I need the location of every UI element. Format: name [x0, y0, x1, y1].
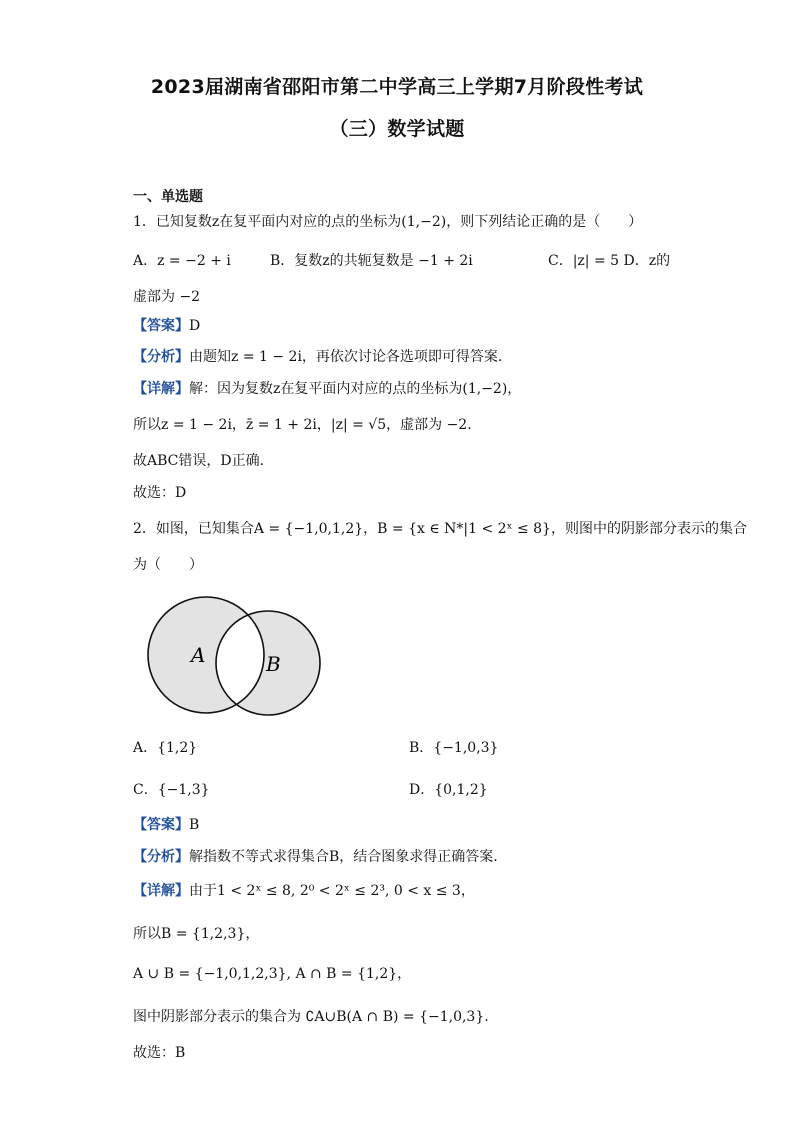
- analysis-tag: 【分析】: [133, 849, 189, 865]
- q1-option-d-cont: 虚部为 −2: [133, 289, 201, 305]
- page-title-line1: 2023届湖南省邵阳市第二中学高三上学期7月阶段性考试: [150, 76, 644, 98]
- q1-detail: [133, 379, 521, 399]
- q1-detail-line2: 所以z = 1 − 2i，z̄ = 1 + 2i，|z| = √5，虚部为 −2.: [133, 417, 472, 433]
- page-title-line2: （三）数学试题: [329, 118, 465, 140]
- venn-label-b: B: [266, 652, 281, 676]
- venn-diagram: [140, 595, 330, 717]
- q2-option-a: A．{1,2}: [133, 740, 198, 756]
- q2-analysis: [133, 847, 498, 867]
- detail-tag: 【详解】: [133, 381, 189, 397]
- q1-detail-text: 解：因为复数z在复平面内对应的点的坐标为(1,−2)，: [189, 381, 522, 397]
- q1-detail-line3: 故ABC错误，D正确.: [133, 453, 265, 469]
- venn-label-a: A: [191, 643, 206, 667]
- q1-answer: [133, 316, 200, 336]
- q1-option-b: B．复数z的共轭复数是 −1 + 2i: [270, 253, 473, 269]
- q2-detail-line3: A ∪ B = {−1,0,1,2,3}, A ∩ B = {1,2}，: [133, 966, 412, 982]
- detail-tag: 【详解】: [133, 883, 189, 899]
- q1-analysis: [133, 347, 502, 367]
- analysis-tag: 【分析】: [133, 349, 189, 365]
- q2-answer: [133, 815, 199, 835]
- q1-option-cd: C．|z| = 5 D．z的: [548, 253, 671, 269]
- section-heading: 一、单选题: [133, 189, 203, 205]
- q2-analysis-text: 解指数不等式求得集合B，结合图象求得正确答案.: [189, 849, 498, 865]
- q2-option-b: B．{−1,0,3}: [409, 740, 499, 756]
- answer-tag: 【答案】: [133, 817, 189, 833]
- q2-detail-line4: 图中阴影部分表示的集合为 ∁A∪B(A ∩ B) = {−1,0,3}.: [133, 1009, 489, 1025]
- q2-option-c: C．{−1,3}: [133, 782, 210, 798]
- q2-stem-line1: 2．如图，已知集合A = {−1,0,1,2}，B = {x ∈ N*|1 < 2ˣ ≤ 8}，则图中的阴影部分表示的集合: [133, 521, 747, 537]
- q1-option-a: A．z = −2 + i: [133, 253, 231, 269]
- q1-detail-line4: 故选：D: [133, 485, 187, 501]
- q1-answer-value: D: [189, 318, 201, 334]
- q2-stem-line2: 为（ ）: [133, 557, 203, 573]
- q2-detail-text: 由于1 < 2ˣ ≤ 8, 2⁰ < 2ˣ ≤ 2³, 0 < x ≤ 3，: [189, 883, 475, 899]
- q2-option-d: D．{0,1,2}: [409, 782, 488, 798]
- q2-detail-line2: 所以B = {1,2,3}，: [133, 926, 260, 942]
- q2-answer-value: B: [189, 817, 200, 833]
- q1-stem: 1．已知复数z在复平面内对应的点的坐标为(1,−2)，则下列结论正确的是（ ）: [133, 214, 643, 230]
- q2-detail-line5: 故选：B: [133, 1045, 186, 1061]
- q1-analysis-text: 由题知z = 1 − 2i，再依次讨论各选项即可得答案.: [189, 349, 503, 365]
- q2-detail: [133, 881, 475, 901]
- answer-tag: 【答案】: [133, 318, 189, 334]
